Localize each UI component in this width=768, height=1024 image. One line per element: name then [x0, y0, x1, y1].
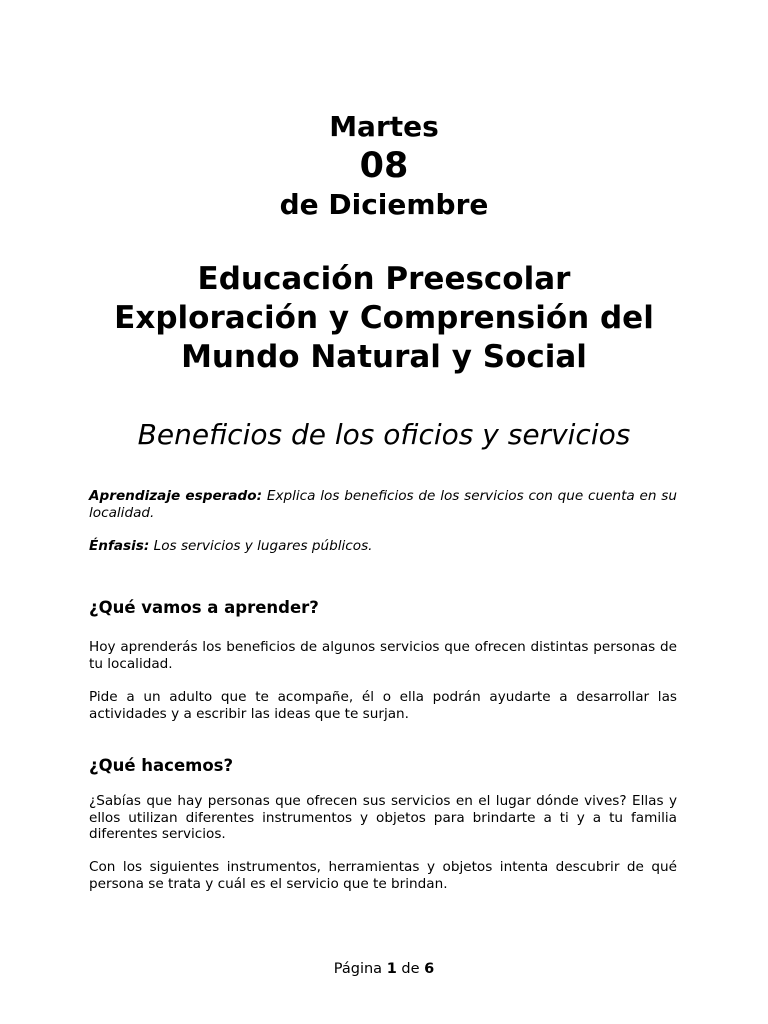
- document-title: [60, 260, 708, 377]
- aprendizaje-label: Aprendizaje esperado:: [89, 488, 263, 504]
- page-number-footer: [0, 960, 768, 978]
- current-page: 1: [386, 961, 397, 977]
- day-name: Martes: [329, 110, 439, 143]
- paragraph-text: Hoy aprenderás los beneficios de algunos servicios que ofrecen distintas personas de tu localidad.: [89, 639, 677, 672]
- paragraph-text: Pide a un adulto que te acompañe, él o ella podrán ayudarte a desarrollar las actividades y a escribir las ideas que te surjan.: [89, 689, 677, 722]
- total-pages: 6: [424, 961, 435, 977]
- aprendizaje-text: Explica los beneficios de los servicios con que cuenta en su localidad.: [89, 488, 677, 521]
- of-word: de: [401, 961, 420, 977]
- paragraph-text: ¿Sabías que hay personas que ofrecen sus servicios en el lugar dónde vives? Ellas y ellos utilizan diferentes instrumentos y objetos para brindarte a ti y a tu familia diferentes servicios.: [89, 793, 677, 842]
- paragraph-text: Con los siguientes instrumentos, herramientas y objetos intenta descubrir de qué persona se trata y cuál es el servicio que te brindan.: [89, 859, 677, 892]
- paragraph: [89, 639, 677, 672]
- aprendizaje-esperado: [89, 488, 677, 521]
- section-heading-aprender: ¿Qué vamos a aprender?: [89, 598, 319, 617]
- page-word: Página: [333, 961, 383, 977]
- paragraph: [89, 859, 677, 892]
- day-number: 08: [359, 146, 409, 186]
- paragraph: [89, 689, 677, 722]
- month: de Diciembre: [279, 188, 489, 221]
- title-line-2: Exploración y Comprensión del: [114, 300, 654, 336]
- enfasis-text: Los servicios y lugares públicos.: [153, 538, 373, 554]
- paragraph: [89, 793, 677, 843]
- title-line-3: Mundo Natural y Social: [181, 339, 587, 375]
- title-line-1: Educación Preescolar: [197, 261, 571, 297]
- section-heading-hacemos: ¿Qué hacemos?: [89, 756, 234, 775]
- document-subtitle: Beneficios de los oficios y servicios: [137, 418, 631, 451]
- enfasis-label: Énfasis:: [89, 538, 150, 554]
- enfasis: [89, 538, 677, 555]
